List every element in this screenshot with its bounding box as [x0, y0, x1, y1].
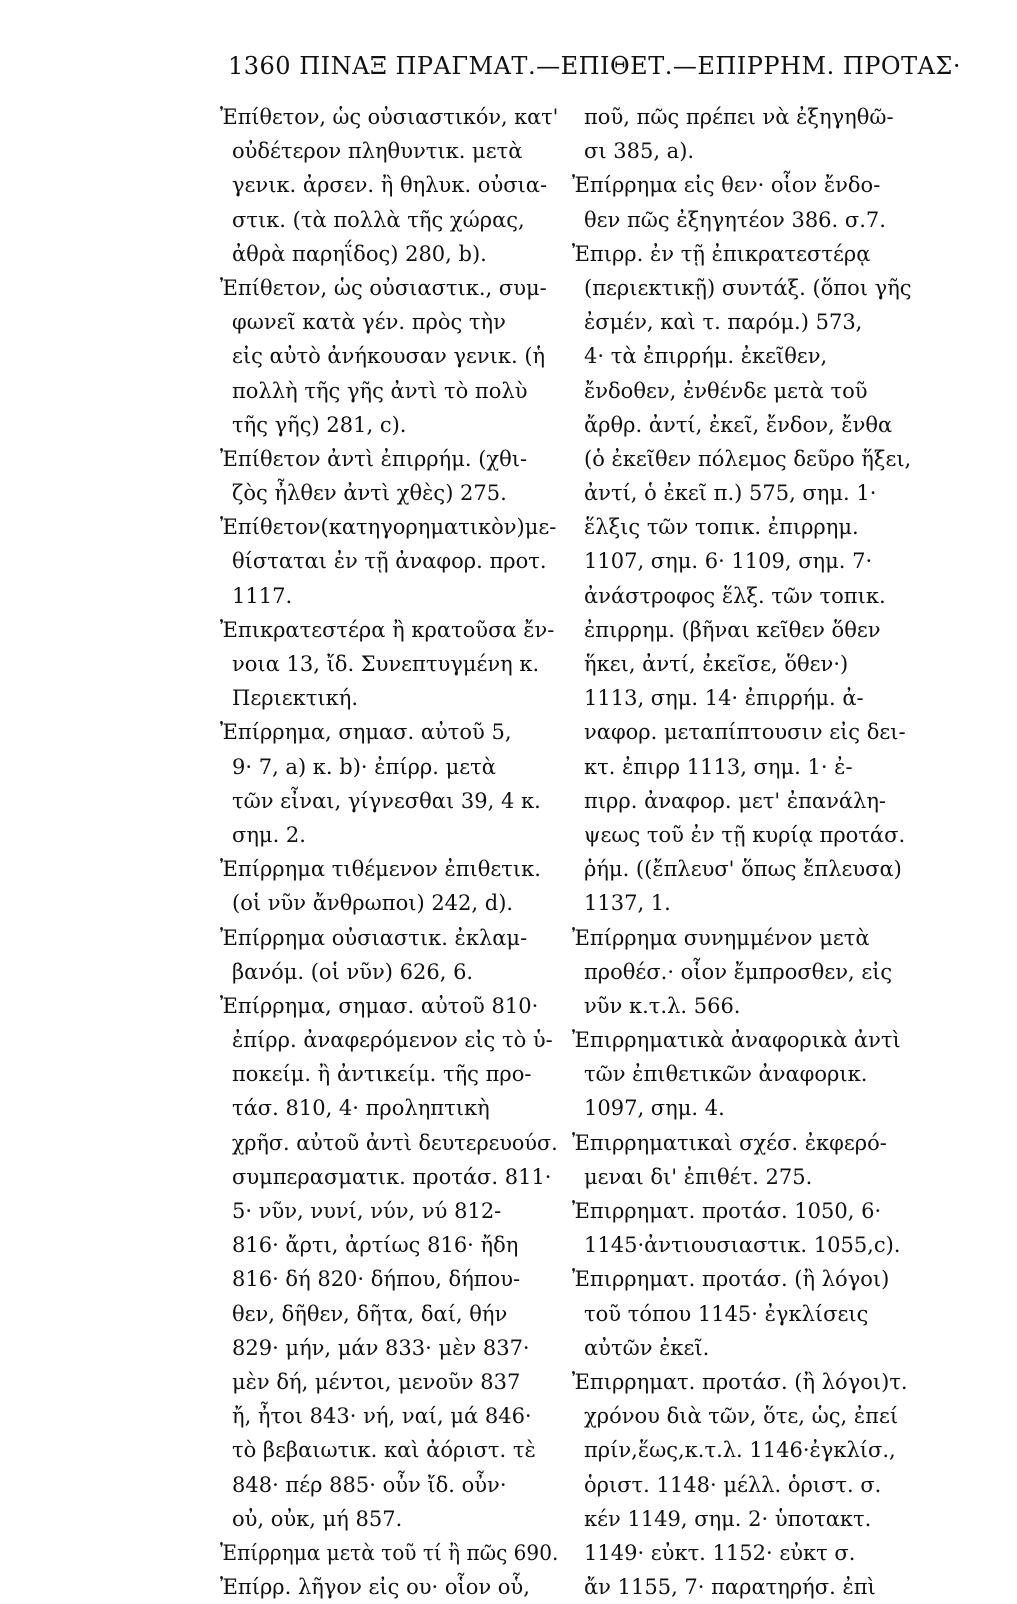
left-column-line: πολλὴ τῆς γῆς ἀντὶ τὸ πολὺ — [232, 378, 528, 403]
right-column-line: πιρρ. ἀναφορ. μετ' ἐπανάλη- — [584, 788, 887, 813]
left-column-line: Ἐπίρρημα τιθέμενον ἐπιθετικ. — [220, 857, 541, 882]
right-column-line: 4· τὰ ἐπιρρήμ. ἐκεῖθεν, — [584, 344, 828, 369]
left-column-line: Ἐπίρρημα οὐσιαστικ. ἐκλαμ- — [220, 925, 528, 950]
left-column-line: 5· νῦν, νυνί, νύν, νύ 812- — [232, 1199, 502, 1223]
right-column-line: τοῦ τόπου 1145· ἐγκλίσεις — [584, 1301, 869, 1326]
right-column-line: ποῦ, πῶς πρέπει νὰ ἐξηγηθῶ- — [584, 105, 894, 129]
left-column-line: σημ. 2. — [232, 822, 306, 847]
left-column-line: 829· μήν, μάν 833· μὲν 837· — [232, 1335, 530, 1360]
left-column-line: Ἐπίρρημα, σημασ. αὐτοῦ 5, — [220, 720, 512, 745]
left-column-line: συμπερασματικ. προτάσ. 811· — [232, 1164, 552, 1189]
left-column-line: 816· ἄρτι, ἀρτίως 816· ἤδη — [232, 1233, 519, 1258]
right-column-line: αὐτῶν ἐκεῖ. — [584, 1335, 710, 1360]
right-column-line: Ἐπιρρηματικὰ ἀναφορικὰ ἀντὶ — [572, 1028, 901, 1053]
left-column-line: νοια 13, ἴδ. Συνεπτυγμένη κ. — [232, 652, 540, 676]
left-column-line: 1117. — [232, 583, 293, 608]
right-column-line: ῥήμ. ((ἔπλευσ' ὅπως ἔπλευσα) — [584, 857, 902, 882]
right-column — [572, 100, 912, 1604]
left-column-line: εἰς αὐτὸ ἀνήκουσαν γενικ. (ἡ — [232, 344, 546, 369]
right-column-line: ὁριστ. 1148· μέλλ. ὁριστ. σ. — [584, 1472, 882, 1497]
right-column-line: ἥκει, ἀντί, ἐκεῖσε, ὅθεν·) — [584, 652, 849, 676]
left-column-line: ἐπίρρ. ἀναφερόμενον εἰς τὸ ὑ- — [232, 1028, 553, 1053]
right-column-line: ἀντί, ὁ ἐκεῖ π.) 575, σημ. 1· — [584, 481, 877, 506]
left-column-line: μὲν δή, μέντοι, μενοῦν 837 — [232, 1369, 521, 1394]
left-column-line: ἀθρὰ παρηΐδος) 280, b). — [232, 241, 487, 266]
right-column-line: Ἐπιρρηματικαὶ σχέσ. ἐκφερό- — [572, 1130, 887, 1155]
right-column-line: σι 385, a). — [584, 139, 695, 164]
right-column-line: θεν πῶς ἐξηγητέον 386. σ.7. — [584, 207, 886, 232]
right-column-line: Ἐπίρρημα εἰς θεν· οἷον ἔνδο- — [572, 173, 881, 198]
right-column-line: 1145·ἀντιουσιαστικ. 1055,c). — [584, 1233, 901, 1258]
left-column-line: φωνεῖ κατὰ γέν. πρὸς τὴν — [232, 310, 506, 335]
right-column-line: 1149· εὐκτ. 1152· εὐκτ σ. — [584, 1540, 856, 1565]
right-column-line: πρίν,ἕως,κ.τ.λ. 1146·ἐγκλίσ., — [584, 1438, 896, 1463]
left-column-line: θεν, δῆθεν, δῆτα, δαί, θήν — [232, 1301, 508, 1326]
right-column-line: 1107, σημ. 6· 1109, σημ. 7· — [584, 549, 873, 574]
right-column-line: προθέσ.· οἷον ἔμπροσθεν, εἰς — [584, 959, 893, 984]
left-column-line: τῶν εἶναι, γίγνεσθαι 39, 4 κ. — [232, 788, 541, 813]
left-column-line: 848· πέρ 885· οὖν ἴδ. οὖν· — [232, 1472, 507, 1497]
left-column-line: τὸ βεβαιωτικ. καὶ ἀόριστ. τὲ — [232, 1438, 536, 1463]
right-column-line: ἄρθρ. ἀντί, ἐκεῖ, ἔνδον, ἔνθα — [584, 412, 893, 437]
left-column-line: Ἐπίρρημα μετὰ τοῦ τί ἢ πῶς 690. — [220, 1540, 559, 1565]
left-column-line: Ἐπίθετον ἀντὶ ἐπιρρήμ. (χθι- — [220, 446, 528, 471]
right-column-line: 1097, σημ. 4. — [584, 1096, 725, 1121]
left-column-line: ποκείμ. ἢ ἀντικείμ. τῆς προ- — [232, 1062, 532, 1087]
left-column-line: γενικ. ἀρσεν. ἢ θηλυκ. οὐσια- — [232, 173, 548, 198]
left-column-line: Ἐπίρρημα, σημασ. αὐτοῦ 810· — [220, 993, 539, 1018]
page-header: 1360 ΠΙΝΑΞ ΠΡΑΓΜΑΤ.—ΕΠΙΘΕΤ.—ΕΠΙΡΡΗΜ. ΠΡΟΤΑΣ· — [228, 52, 962, 80]
right-column-line: Ἐπιρρηματ. προτάσ. (ἢ λόγοι)τ. — [572, 1369, 908, 1394]
left-column-line: τῆς γῆς) 281, c). — [232, 412, 407, 437]
left-column-line: οὐδέτερον πληθυντικ. μετὰ — [232, 139, 523, 164]
right-column-line: ἔνδοθεν, ἐνθένδε μετὰ τοῦ — [584, 378, 868, 403]
right-column-line: ναφορ. μεταπίπτουσιν εἰς δει- — [584, 720, 906, 745]
left-column-line: 9· 7, a) κ. b)· ἐπίρρ. μετὰ — [232, 754, 496, 779]
right-column-line: ἄν 1155, 7· παρατηρήσ. ἐπὶ — [584, 1575, 876, 1600]
left-column-line: Ἐπίρρ. λῆγον εἰς ου· οἷον οὗ, — [220, 1575, 530, 1600]
right-column-line: Ἐπιρρηματ. προτάσ. 1050, 6· — [572, 1199, 882, 1223]
right-column-line: κέν 1149, σημ. 2· ὑποτακτ. — [584, 1506, 872, 1531]
right-column-line: (ὁ ἐκεῖθεν πόλεμος δεῦρο ἥξει, — [584, 446, 912, 471]
left-column-line: χρῆσ. αὐτοῦ ἀντὶ δευτερευούσ. — [231, 1130, 558, 1155]
left-column-line: ζὸς ἦλθεν ἀντὶ χθὲς) 275. — [232, 481, 507, 506]
left-column — [220, 100, 560, 1604]
right-column-line: ἕλξις τῶν τοπικ. ἐπιρρημ. — [584, 515, 859, 540]
left-column-line: τάσ. 810, 4· προληπτικὴ — [232, 1096, 490, 1121]
left-column-line: οὐ, οὐκ, μή 857. — [232, 1506, 403, 1531]
left-column-line: στικ. (τὰ πολλὰ τῆς χώρας, — [232, 207, 525, 232]
right-column-line: 1137, 1. — [584, 891, 671, 916]
right-column-line: 1113, σημ. 14· ἐπιρρήμ. ἀ- — [584, 686, 864, 711]
left-column-line: θίσταται ἐν τῇ ἀναφορ. προτ. — [232, 549, 547, 574]
left-column-line: Ἐπικρατεστέρα ἢ κρατοῦσα ἔν- — [220, 617, 555, 642]
right-column-line: χρόνου διὰ τῶν, ὅτε, ὡς, ἐπεί — [584, 1404, 899, 1429]
right-column-line: κτ. ἐπιρρ 1113, σημ. 1· ἐ- — [584, 754, 853, 779]
right-column-line: ἐσμέν, καὶ τ. παρόμ.) 573, — [584, 310, 863, 335]
right-column-line: (περιεκτικῇ) συντάξ. (ὅποι γῆς — [584, 275, 912, 300]
left-column-line: βανόμ. (οἱ νῦν) 626, 6. — [232, 959, 474, 984]
right-column-line: ἐπιρρημ. (βῆναι κεῖθεν ὅθεν — [584, 617, 881, 642]
right-column-line: τῶν ἐπιθετικῶν ἀναφορικ. — [584, 1062, 868, 1087]
left-column-line: 816· δή 820· δήπου, δήπου- — [232, 1267, 521, 1292]
right-column-line: ἀνάστροφος ἕλξ. τῶν τοπικ. — [584, 583, 886, 608]
right-column-line: Ἐπιρρηματ. προτάσ. (ἢ λόγοι) — [572, 1267, 890, 1292]
right-column-line: ψεως τοῦ ἐν τῇ κυρίᾳ προτάσ. — [584, 822, 906, 847]
left-column-line: Περιεκτική. — [232, 686, 359, 711]
left-column-line: Ἐπίθετον, ὡς οὐσιαστικόν, κατ' — [220, 105, 559, 129]
left-column-line: Ἐπίθετον, ὡς οὐσιαστικ., συμ- — [220, 275, 547, 300]
left-column-line: ἤ, ἦτοι 843· νή, ναί, μά 846· — [232, 1404, 532, 1429]
right-column-line: μεναι δι' ἐπιθέτ. 275. — [584, 1164, 813, 1189]
right-column-line: Ἐπίρρημα συνημμένον μετὰ — [572, 925, 870, 950]
right-column-line: νῦν κ.τ.λ. 566. — [584, 993, 741, 1018]
left-column-line: (οἱ νῦν ἄνθρωποι) 242, d). — [232, 891, 514, 916]
left-column-line: Ἐπίθετον(κατηγορηματικὸν)με- — [220, 515, 557, 540]
right-column-line: Ἐπιρρ. ἐν τῇ ἐπικρατεστέρᾳ — [572, 241, 871, 266]
